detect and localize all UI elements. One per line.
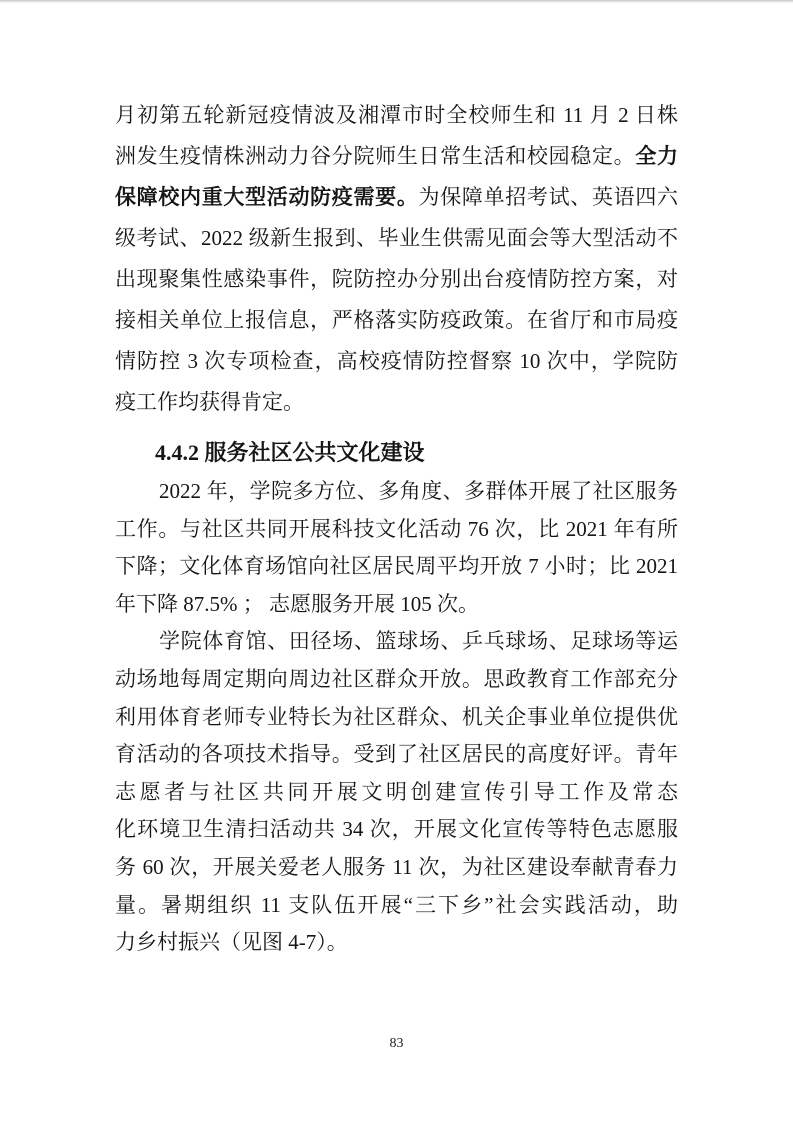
text-line [115,511,678,549]
page-number-text: 83 [389,1036,404,1051]
text-line [115,736,678,774]
text-line [115,95,678,136]
text-run: 利用体育老师专业特长为社区群众、机关企事业单位提供优 [115,704,678,729]
text-line [115,136,678,177]
text-line [115,382,678,423]
text-line [115,259,678,300]
text-line [115,774,678,812]
text-run: 志愿者与社区共同开展文明创建宣传引导工作及常态 [115,779,678,804]
text-line [115,341,678,382]
text-line [115,473,678,511]
text-line [115,548,678,586]
bold-text-run: 保障校内重大型活动防疫需要。 [115,185,419,209]
text-run: 年下降 87.5% ； 志愿服务开展 105 次。 [115,591,479,616]
text-run: 动场地每周定期向周边社区群众开放。思政教育工作部充分 [115,666,678,691]
page-top-edge [0,0,793,3]
text-run: 为保障单招考试、英语四六 [418,185,679,209]
text-run: 洲发生疫情株洲动力谷分院师生日常生活和校园稳定。 [115,144,636,168]
bold-text-run: 全力 [635,144,679,168]
paragraph-epidemic-prevention [115,95,678,423]
section-heading-text: 4.4.2 服务社区公共文化建设 [155,440,425,465]
page-number [0,1036,793,1052]
text-line [115,849,678,887]
text-run: 力乡村振兴（见图 4-7）。 [115,930,348,955]
text-line [115,300,678,341]
paragraph-community-culture [115,473,678,623]
text-line [115,177,678,218]
text-run: 务 60 次，开展关爱老人服务 11 次，为社区建设奉献青春力 [115,854,678,879]
text-run: 化环境卫生清扫活动共 34 次，开展文化宣传等特色志愿服 [115,817,678,842]
text-run: 育活动的各项技术指导。受到了社区居民的高度好评。青年 [115,742,678,767]
text-run: 情防控 3 次专项检查，高校疫情防控督察 10 次中，学院防 [115,349,678,373]
text-line [115,924,678,962]
section-heading [115,432,678,473]
text-line [115,218,678,259]
text-run: 出现聚集性感染事件，院防控办分别出台疫情防控方案，对 [115,267,678,291]
text-block [115,95,678,962]
text-line [115,586,678,624]
text-line [115,699,678,737]
text-line [115,811,678,849]
text-line [115,623,678,661]
text-run: 量。暑期组织 11 支队伍开展“三下乡”社会实践活动，助 [115,892,678,917]
text-run: 工作。与社区共同开展科技文化活动 76 次，比 2021 年有所 [115,516,678,541]
text-run: 下降；文化体育场馆向社区居民周平均开放 7 小时；比 2021 [115,554,678,579]
text-line [115,661,678,699]
text-run: 学院体育馆、田径场、篮球场、乒乓球场、足球场等运 [159,629,678,654]
text-run: 月初第五轮新冠疫情波及湘潭市时全校师生和 11 月 2 日株 [115,103,678,127]
text-run: 接相关单位上报信息，严格落实防疫政策。在省厅和市局疫 [115,308,678,332]
text-line [115,887,678,925]
text-run: 级考试、2022 级新生报到、毕业生供需见面会等大型活动不 [115,226,678,250]
text-run: 疫工作均获得肯定。 [115,390,304,414]
paragraph-sports-venues-volunteers [115,623,678,961]
text-run: 2022 年，学院多方位、多角度、多群体开展了社区服务 [159,479,678,503]
